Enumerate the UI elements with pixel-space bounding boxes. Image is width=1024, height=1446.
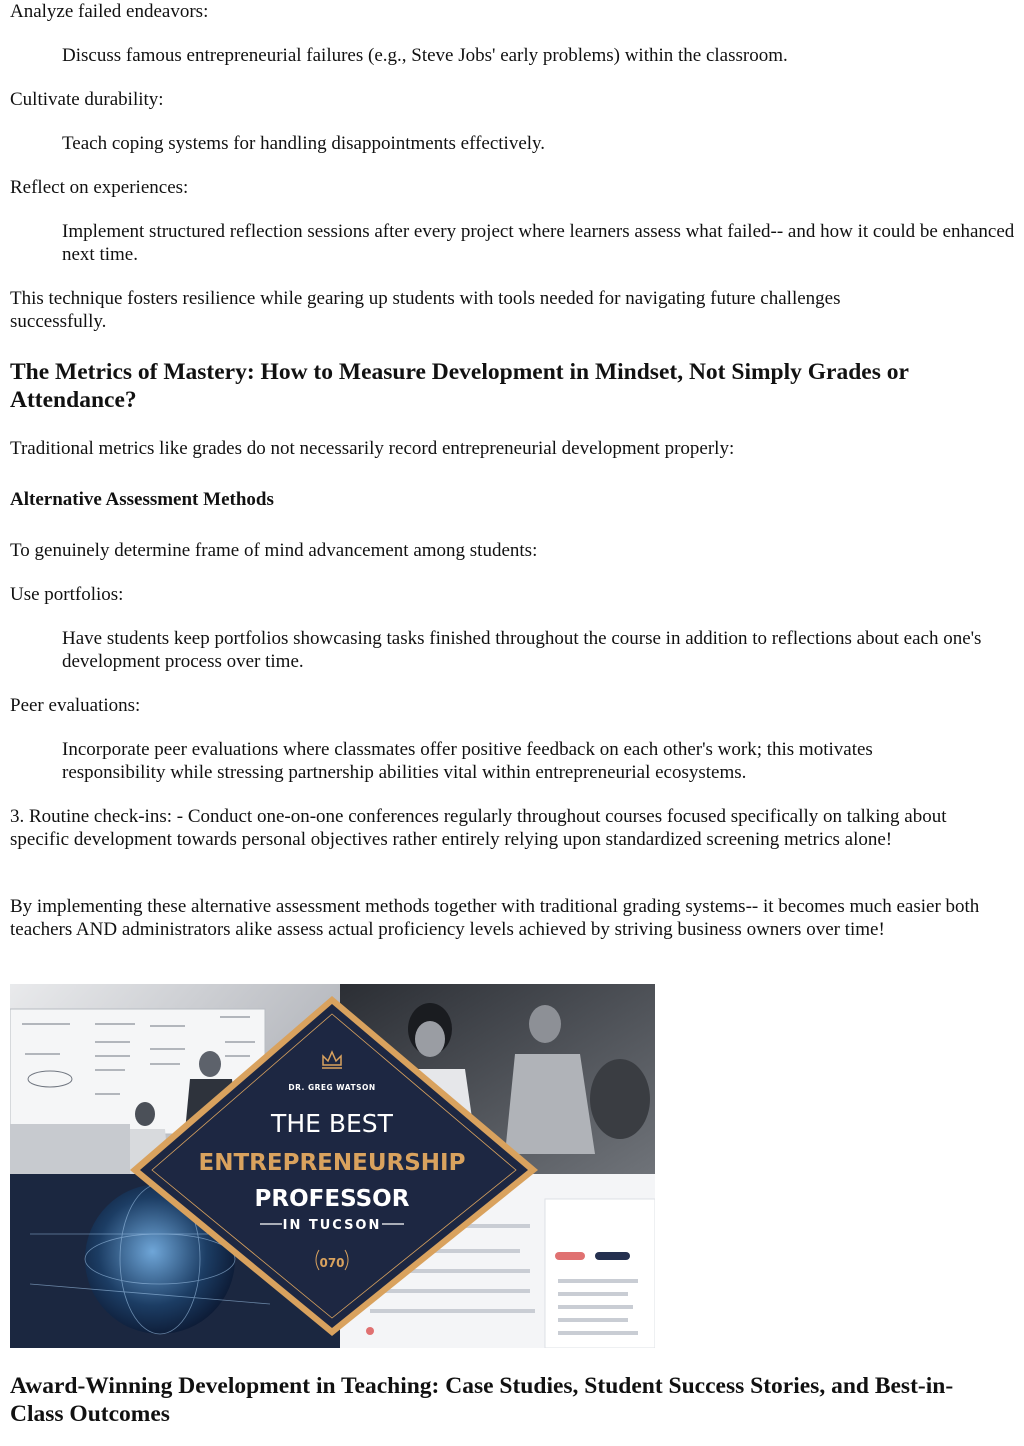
presenter-head [199,1051,221,1077]
dashboard-pill-red [555,1252,585,1260]
banner-line1: THE BEST [271,1109,393,1138]
heading-alternative-assessment: Alternative Assessment Methods [10,489,274,510]
dashboard-side-panel [545,1199,655,1348]
paragraph-reflect-body: Implement structured reflection sessions after every project where learners assess what failed-- and how it could be enhanced next time. [62,221,1015,265]
paragraph-durability-body: Teach coping systems for handling disappointments effectively. [62,133,546,154]
heading-award-winning: Award-Winning Development in Teaching: Case Studies, Student Success Stories, and Best-in-Class Outcomes [10,1373,954,1427]
paragraph-durability-label: Cultivate durability: [10,89,164,110]
paragraph-implementing-alternatives: By implementing these alternative assessment methods together with traditional grading systems-- it becomes much easier both teachers AND administrators alike assess actual proficiency levels achieved by striving business owners over time! [10,896,980,940]
banner-kicker: DR. GREG WATSON [288,1083,376,1092]
student-head [135,1102,155,1126]
student-face [415,1021,445,1057]
banner-line4: IN TUCSON [282,1218,382,1233]
paragraph-analyze-body: Discuss famous entrepreneurial failures (e.g., Steve Jobs' early problems) within the classroom. [62,45,788,66]
paragraph-portfolios-label: Use portfolios: [10,584,124,605]
paragraph-portfolios-body: Have students keep portfolios showcasing tasks finished throughout the course in addition to reflections about each one's development process over time. [62,628,982,672]
paragraph-routine-checkins: 3. Routine check-ins: - Conduct one-on-one conferences regularly throughout courses focused specifically on talking about specific development towards personal objectives rather entirely relying upon standardized screening metrics alone! [10,806,947,850]
student3-back [590,1059,650,1139]
banner-line2: ENTREPRENEURSHIP [198,1150,466,1176]
heading-metrics-of-mastery: The Metrics of Mastery: How to Measure Development in Mindset, Not Simply Grades or Attendance? [10,359,909,413]
dashboard-dot [366,1327,374,1335]
student2-shirt [505,1054,595,1154]
badge-number: 070 [319,1256,345,1270]
banner-line3: PROFESSOR [254,1186,410,1212]
paragraph-traditional-metrics: Traditional metrics like grades do not necessarily record entrepreneurial development properly: [10,438,735,459]
banner-illustration [10,984,655,1348]
paragraph-peer-label: Peer evaluations: [10,695,141,716]
paragraph-peer-body: Incorporate peer evaluations where classmates offer positive feedback on each other's work; this motivates responsibility while stressing partnership abilities vital within entrepreneurial ecosystems. [62,739,873,783]
paragraph-resilience: This technique fosters resilience while gearing up students with tools needed for navigating future challenges successfully. [10,288,841,332]
paragraph-reflect-label: Reflect on experiences: [10,177,189,198]
student2-face [529,1005,561,1043]
dashboard-pill-navy [595,1252,630,1260]
paragraph-genuinely-determine: To genuinely determine frame of mind advancement among students: [10,540,538,561]
paragraph-analyze-label: Analyze failed endeavors: [10,1,209,22]
professor-banner-image [10,984,655,1348]
